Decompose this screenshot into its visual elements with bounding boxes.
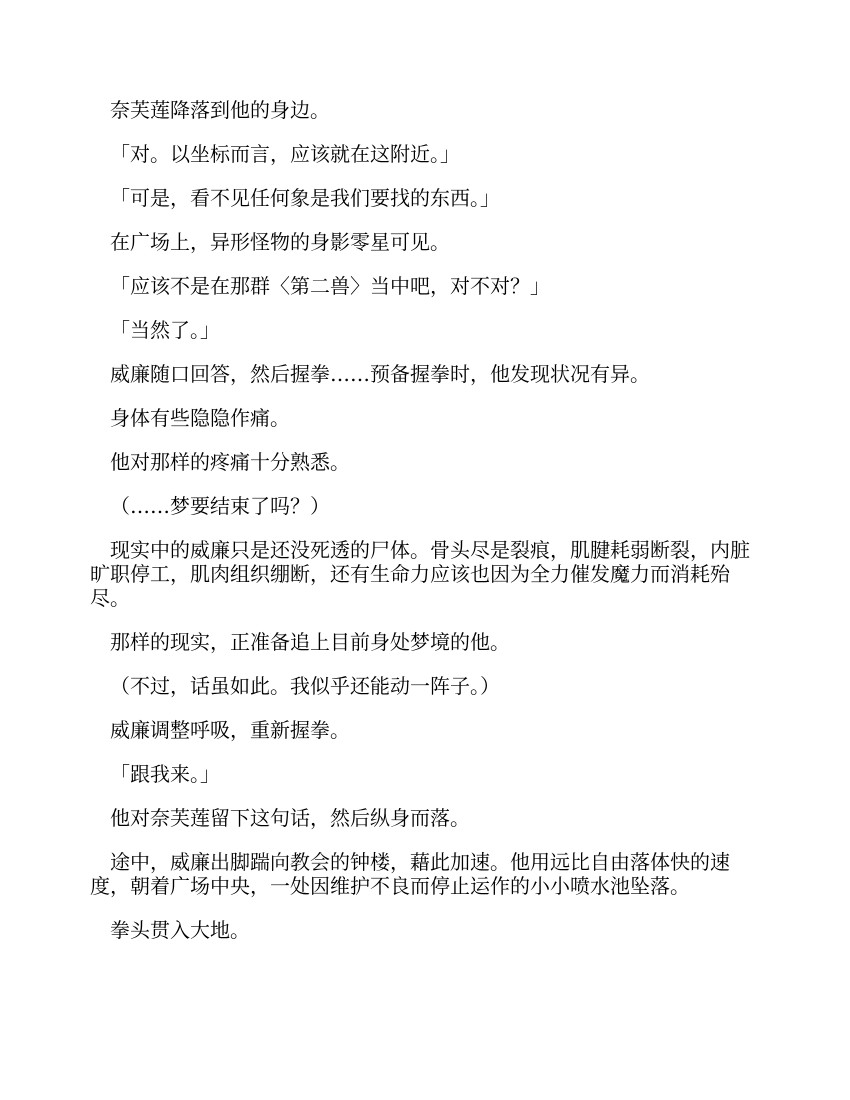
paragraph-9: 他对那样的疼痛十分熟悉。 [110,450,350,474]
paragraph-16: 他对奈芙莲留下这句话，然后纵身而落。 [110,806,470,830]
paragraph-2: 「对。以坐标而言，应该就在这附近。」 [110,142,460,166]
paragraph-15: 「跟我来。」 [110,762,220,786]
paragraph-12: 那样的现实，正准备追上目前身处梦境的他。 [110,630,510,654]
document-body [90,98,760,962]
paragraph-8: 身体有些隐隐作痛。 [110,406,290,430]
paragraph-7: 威廉随口回答，然后握拳……预备握拳时，他发现状况有异。 [110,362,650,386]
paragraph-17: 途中，威廉出脚踹向教会的钟楼，藉此加速。他用远比自由落体快的速度，朝着广场中央，一处因维护不良而停止运作的小小喷水池坠落。 [90,850,730,898]
paragraph-13: （不过，话虽如此。我似乎还能动一阵子。） [110,674,500,698]
paragraph-3: 「可是，看不见任何象是我们要找的东西。」 [110,186,500,210]
paragraph-18: 拳头贯入大地。 [110,918,250,942]
paragraph-6: 「当然了。」 [110,318,220,342]
paragraph-10: （……梦要结束了吗？） [110,494,330,518]
paragraph-1: 奈芙莲降落到他的身边。 [110,98,330,122]
paragraph-4: 在广场上，异形怪物的身影零星可见。 [110,230,450,254]
paragraph-5: 「应该不是在那群〈第二兽〉当中吧，对不对？」 [110,274,550,298]
paragraph-14: 威廉调整呼吸，重新握拳。 [110,718,350,742]
paragraph-11: 现实中的威廉只是还没死透的尸体。骨头尽是裂痕，肌腱耗弱断裂，内脏旷职停工，肌肉组织绷断，还有生命力应该也因为全力催发魔力而消耗殆尽。 [90,538,750,610]
